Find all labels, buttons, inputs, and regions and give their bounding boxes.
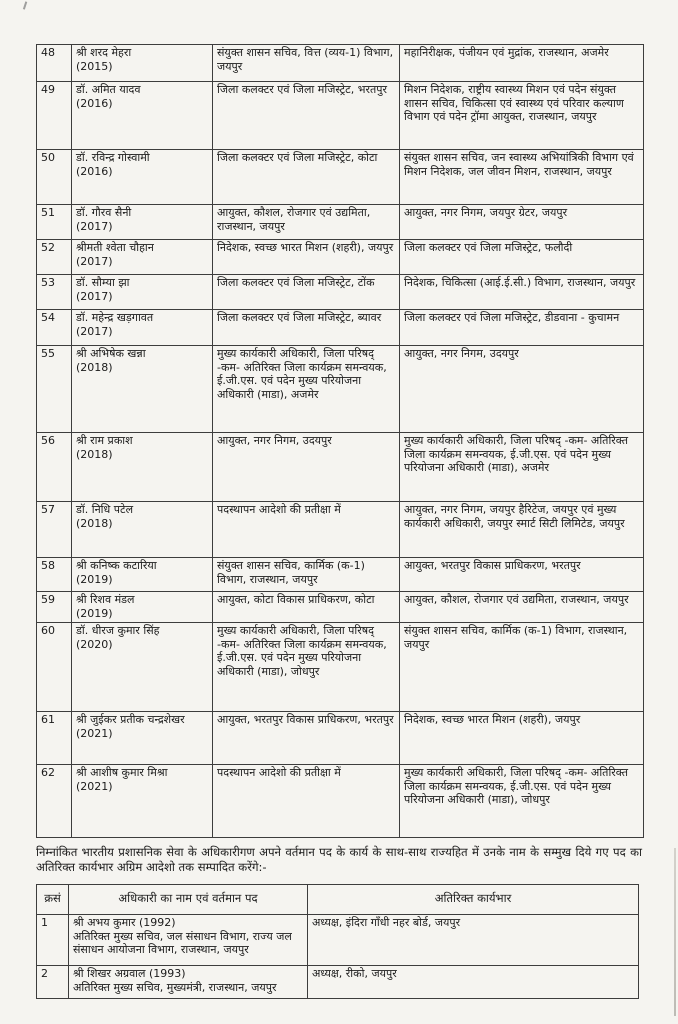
officer-name: श्री शरद मेहरा (76, 46, 132, 59)
additional-post-cell: संयुक्त शासन सचिव, कार्मिक (क-1) विभाग, राजस्थान, जयपुर (400, 623, 644, 712)
batch-year: (2016) (76, 164, 113, 178)
additional-post-cell: आयुक्त, नगर निगम, उदयपुर (400, 346, 644, 433)
table-row (37, 502, 644, 558)
officer-name: डॉ. गौरव सैनी (76, 206, 132, 219)
table-row (37, 45, 644, 82)
serial-cell: 61 (37, 712, 72, 765)
batch-year: (2019) (76, 572, 113, 586)
additional-post-cell: निदेशक, स्वच्छ भारत मिशन (शहरी), जयपुर (400, 712, 644, 765)
table-row (37, 765, 644, 838)
table-row (37, 433, 644, 502)
batch-year: (2017) (76, 219, 113, 233)
current-post-cell: संयुक्त शासन सचिव, कार्मिक (क-1) विभाग, राजस्थान, जयपुर (213, 558, 400, 592)
serial-cell: 54 (37, 310, 72, 346)
batch-year: (2017) (76, 324, 113, 338)
additional-post-cell: मुख्य कार्यकारी अधिकारी, जिला परिषद् -कम- अतिरिक्त जिला कार्यक्रम समन्वयक, ई.जी.एस. एवं पदेन मुख्य परियोजना अधिकारी (माडा), अजमेर (400, 433, 644, 502)
serial-cell: 62 (37, 765, 72, 838)
table-row (37, 275, 644, 310)
scan-edge-artifact (674, 848, 676, 1016)
officer-name-year: श्री अभय कुमार (1992) (73, 916, 176, 929)
batch-year: (2015) (76, 59, 113, 73)
batch-year: (2017) (76, 254, 113, 268)
current-post-cell: जिला कलक्टर एवं जिला मजिस्ट्रेट, टोंक (213, 275, 400, 310)
officer-name: डॉ. अमित यादव (76, 83, 141, 96)
additional-charge-cell: अध्यक्ष, रीको, जयपुर (308, 966, 639, 999)
batch-year: (2020) (76, 637, 113, 651)
officer-name-cell (72, 310, 213, 346)
officer-name-cell (72, 150, 213, 205)
officer-name: डॉ. रविन्द्र गोस्वामी (76, 151, 150, 164)
serial-cell: 55 (37, 346, 72, 433)
officer-name-cell (72, 82, 213, 150)
serial-cell: 56 (37, 433, 72, 502)
table-row (37, 592, 644, 623)
officer-name: डॉ. महेन्द्र खड़गावत (76, 311, 154, 324)
pen-mark (23, 1, 30, 10)
table-row (37, 712, 644, 765)
serial-cell: 50 (37, 150, 72, 205)
table-row (37, 966, 639, 999)
additional-charge-column-header: अतिरिक्त कार्यभार (308, 885, 639, 915)
batch-year: (2016) (76, 96, 113, 110)
additional-post-cell: महानिरीक्षक, पंजीयन एवं मुद्रांक, राजस्थान, अजमेर (400, 45, 644, 82)
ias-postings-table-body (37, 45, 644, 838)
table-row (37, 240, 644, 275)
current-post-cell: पदस्थापन आदेशो की प्रतीक्षा में (213, 765, 400, 838)
current-post-cell: जिला कलक्टर एवं जिला मजिस्ट्रेट, कोटा (213, 150, 400, 205)
table-row (37, 150, 644, 205)
batch-year: (2019) (76, 606, 113, 620)
officer-name-cell (72, 346, 213, 433)
table-row (37, 915, 639, 966)
batch-year: (2018) (76, 360, 113, 374)
officer-name-cell (72, 502, 213, 558)
serial-cell: 1 (37, 915, 69, 966)
officer-name: डॉ. निधि पटेल (76, 503, 134, 516)
serial-cell: 51 (37, 205, 72, 240)
table-row (37, 82, 644, 150)
table-header-row (37, 885, 639, 915)
officer-name: श्री अभिषेक खन्ना (76, 347, 146, 360)
serial-cell: 2 (37, 966, 69, 999)
additional-post-cell: जिला कलक्टर एवं जिला मजिस्ट्रेट, फलौदी (400, 240, 644, 275)
serial-cell: 58 (37, 558, 72, 592)
table-row (37, 623, 644, 712)
additional-charge-table-body (37, 915, 639, 999)
additional-post-cell: आयुक्त, नगर निगम, जयपुर हैरिटेज, जयपुर एवं मुख्य कार्यकारी अधिकारी, जयपुर स्मार्ट सिटी लिमिटेड, जयपुर (400, 502, 644, 558)
additional-post-cell: जिला कलक्टर एवं जिला मजिस्ट्रेट, डीडवाना - कुचामन (400, 310, 644, 346)
additional-charge-table (36, 884, 639, 999)
officer-name-post-cell (69, 915, 308, 966)
officer-name-cell (72, 433, 213, 502)
table-row (37, 346, 644, 433)
officer-name: डॉ. धीरज कुमार सिंह (76, 624, 160, 637)
current-post-cell: आयुक्त, भरतपुर विकास प्राधिकरण, भरतपुर (213, 712, 400, 765)
officer-name-year: श्री शिखर अग्रवाल (1993) (73, 967, 186, 980)
officer-name-cell (72, 275, 213, 310)
current-post-cell: आयुक्त, कौशल, रोजगार एवं उद्यमिता, राजस्थान, जयपुर (213, 205, 400, 240)
officer-name: श्री आशीष कुमार मिश्रा (76, 766, 168, 779)
batch-year: (2018) (76, 516, 113, 530)
additional-post-cell: मिशन निदेशक, राष्ट्रीय स्वास्थ्य मिशन एवं पदेन संयुक्त शासन सचिव, चिकित्सा एवं स्वास्थ्य एवं परिवार कल्याण विभाग एवं पदेन ट्रॉमा आयुक्त, राजस्थान, जयपुर (400, 82, 644, 150)
additional-post-cell: आयुक्त, कौशल, रोजगार एवं उद्यमिता, राजस्थान, जयपुर (400, 592, 644, 623)
current-post-cell: मुख्य कार्यकारी अधिकारी, जिला परिषद् -कम- अतिरिक्त जिला कार्यक्रम समन्वयक, ई.जी.एस. एवं पदेन मुख्य परियोजना अधिकारी (माडा), अजमेर (213, 346, 400, 433)
serial-cell: 60 (37, 623, 72, 712)
table-row (37, 205, 644, 240)
serial-cell: 48 (37, 45, 72, 82)
additional-post-cell: निदेशक, चिकित्सा (आई.ई.सी.) विभाग, राजस्थान, जयपुर (400, 275, 644, 310)
serial-cell: 59 (37, 592, 72, 623)
current-post-cell: मुख्य कार्यकारी अधिकारी, जिला परिषद् -कम- अतिरिक्त जिला कार्यक्रम समन्वयक, ई.जी.एस. एवं पदेन मुख्य परियोजना अधिकारी (माडा), जोधपुर (213, 623, 400, 712)
serial-cell: 52 (37, 240, 72, 275)
current-post-cell: निदेशक, स्वच्छ भारत मिशन (शहरी), जयपुर (213, 240, 400, 275)
officer-name-cell (72, 558, 213, 592)
additional-post-cell: आयुक्त, भरतपुर विकास प्राधिकरण, भरतपुर (400, 558, 644, 592)
officer-name-cell (72, 765, 213, 838)
officer-name: श्रीमती श्वेता चौहान (76, 241, 154, 254)
additional-post-cell: मुख्य कार्यकारी अधिकारी, जिला परिषद् -कम- अतिरिक्त जिला कार्यक्रम समन्वयक, ई.जी.एस. एवं पदेन मुख्य परियोजना अधिकारी (माडा), जोधपुर (400, 765, 644, 838)
current-post-cell: जिला कलक्टर एवं जिला मजिस्ट्रेट, ब्यावर (213, 310, 400, 346)
current-post-cell: आयुक्त, नगर निगम, उदयपुर (213, 433, 400, 502)
serial-cell: 53 (37, 275, 72, 310)
current-post-cell: पदस्थापन आदेशो की प्रतीक्षा में (213, 502, 400, 558)
batch-year: (2017) (76, 289, 113, 303)
additional-charge-cell: अध्यक्ष, इंदिरा गाँधी नहर बोर्ड, जयपुर (308, 915, 639, 966)
table-row (37, 310, 644, 346)
name-post-column-header: अधिकारी का नाम एवं वर्तमान पद (69, 885, 308, 915)
ias-postings-table (36, 44, 644, 838)
additional-post-cell: संयुक्त शासन सचिव, जन स्वास्थ्य अभियांत्रिकी विभाग एवं मिशन निदेशक, जल जीवन मिशन, राजस्थान, जयपुर (400, 150, 644, 205)
order-paragraph: निम्नांकित भारतीय प्रशासनिक सेवा के अधिकारीगण अपने वर्तमान पद के कार्य के साथ-साथ राज्यहित में उनके नाम के सम्मुख दिये गए पद का अतिरिक्त कार्यभार अग्रिम आदेशो तक सम्पादित करेंगे:- (36, 845, 642, 874)
officer-name: श्री जुईकर प्रतीक चन्द्रशेखर (76, 713, 185, 726)
batch-year: (2021) (76, 779, 113, 793)
officer-current-post: अतिरिक्त मुख्य सचिव, मुख्यमंत्री, राजस्थान, जयपुर (73, 980, 277, 994)
officer-name-cell (72, 205, 213, 240)
serial-column-header: क्रसं (37, 885, 69, 915)
officer-name-cell (72, 623, 213, 712)
officer-name: श्री राम प्रकाश (76, 434, 133, 447)
current-post-cell: संयुक्त शासन सचिव, वित्त (व्यय-1) विभाग, जयपुर (213, 45, 400, 82)
officer-name-cell (72, 240, 213, 275)
current-post-cell: जिला कलक्टर एवं जिला मजिस्ट्रेट, भरतपुर (213, 82, 400, 150)
additional-post-cell: आयुक्त, नगर निगम, जयपुर ग्रेटर, जयपुर (400, 205, 644, 240)
current-post-cell: आयुक्त, कोटा विकास प्राधिकरण, कोटा (213, 592, 400, 623)
serial-cell: 57 (37, 502, 72, 558)
officer-name-post-cell (69, 966, 308, 999)
officer-name-cell (72, 592, 213, 623)
serial-cell: 49 (37, 82, 72, 150)
batch-year: (2021) (76, 726, 113, 740)
table-row (37, 558, 644, 592)
officer-name: श्री कनिष्क कटारिया (76, 559, 157, 572)
officer-current-post: अतिरिक्त मुख्य सचिव, जल संसाधन विभाग, राज्य जल संसाधन आयोजना विभाग, राजस्थान, जयपुर (73, 929, 292, 956)
officer-name: डॉ. सौम्या झा (76, 276, 130, 289)
officer-name-cell (72, 712, 213, 765)
officer-name-cell (72, 45, 213, 82)
officer-name: श्री रिशव मंडल (76, 593, 135, 606)
batch-year: (2018) (76, 447, 113, 461)
